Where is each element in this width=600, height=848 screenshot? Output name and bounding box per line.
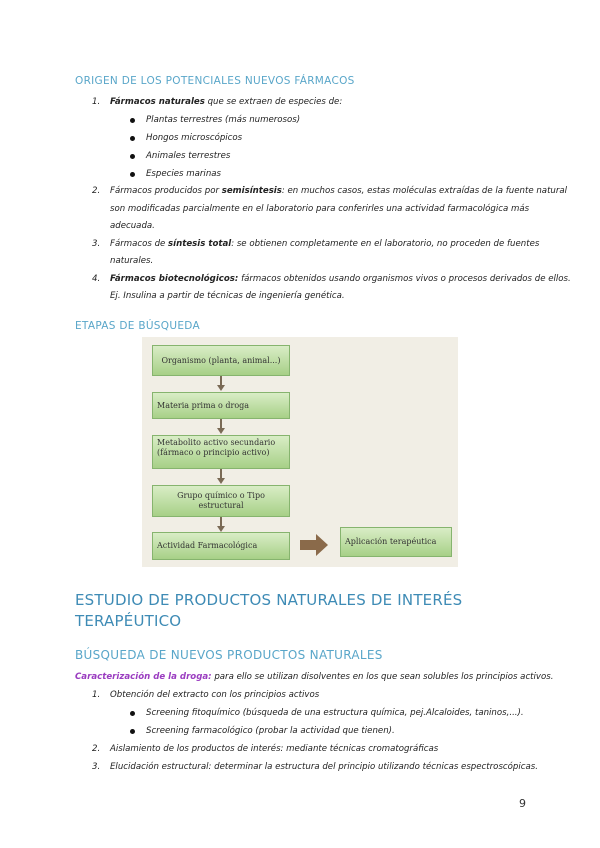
section-subheading-busqueda: BÚSQUEDA DE NUEVOS PRODUCTOS NATURALES [75,648,383,662]
arrow-down-icon [217,385,225,391]
list-number: 1. [92,690,101,700]
stage-box-organismo: Organismo (planta, animal...) [152,345,290,376]
arrow-down-icon [217,478,225,484]
list-item-text: que se extraen de especies de: [204,97,343,107]
bullet-icon [130,118,135,123]
list-item-farmacos-naturales [110,97,342,107]
section-heading-origen: ORIGEN DE LOS POTENCIALES NUEVOS FÁRMACOS [75,75,355,87]
section-heading-etapas: ETAPAS DE BÚSQUEDA [75,320,200,332]
bullet-item: Especies marinas [146,169,222,179]
highlight-term: Caracterización de la droga: [75,672,212,682]
bullet-item: Animales terrestres [146,151,231,161]
title-line: TERAPÉUTICO [75,612,182,630]
list-number: 2. [92,744,101,754]
list-item-semisintesis [110,186,567,196]
list-item-continuation: adecuada. [110,221,155,231]
list-item-continuation: naturales. [110,256,154,266]
list-item-elucidacion: Elucidación estructural: determinar la estructura del principio utilizando técnicas espectroscópicas. [110,762,538,772]
list-item-sintesis-total [110,239,539,249]
intro-paragraph [75,672,553,682]
search-stages-diagram [142,337,458,567]
list-item-text: Fármacos producidos por [110,186,222,196]
section-title-estudio [75,590,545,632]
stage-box-actividad: Actividad Farmacológica [152,532,290,560]
stage-box-materia-prima: Materia prima o droga [152,392,290,419]
list-item-continuation: Ej. Insulina a partir de técnicas de ingeniería genética. [110,291,345,301]
bold-term: Fármacos naturales [110,97,205,107]
bullet-item: Screening fitoquímico (búsqueda de una estructura química, pej.Alcaloides, taninos,...). [146,708,524,718]
stage-box-text: (fármaco o principio activo) [157,448,270,457]
stage-box-aplicacion: Aplicación terapéutica [340,527,452,557]
list-number: 4. [92,274,101,284]
stage-box-text: Grupo químico o Tipo [177,491,265,500]
bold-term: Fármacos biotecnológicos: [110,274,239,284]
arrow-down-icon [217,428,225,434]
bold-term: síntesis total [168,239,232,249]
list-item-obtencion: Obtención del extracto con los principios activos [110,690,320,700]
stage-box-text: Metabolito activo secundario [157,438,276,447]
bullet-item: Hongos microscópicos [146,133,243,143]
list-item-biotecnologicos [110,274,571,284]
intro-text: para ello se utilizan disolventes en los que sean solubles los principios activos. [211,672,554,682]
list-number: 1. [92,97,101,107]
list-item-aislamiento: Aislamiento de los productos de interés: mediante técnicas cromatográficas [110,744,439,754]
list-number: 2. [92,186,101,196]
stage-box-grupo-quimico [152,485,290,517]
bullet-icon [130,136,135,141]
list-item-text: : se obtienen completamente en el laboratorio, no proceden de fuentes [231,239,540,249]
list-item-continuation: son modificadas parcialmente en el laboratorio para conferirles una actividad farmacológica más [110,204,530,214]
list-number: 3. [92,239,101,249]
bullet-item: Screening farmacológico (probar la actividad que tienen). [146,726,395,736]
list-item-text: fármacos obtenidos usando organismos vivos o procesos derivados de ellos. [238,274,571,284]
title-line: ESTUDIO DE PRODUCTOS NATURALES DE INTERÉS [75,591,463,609]
arrow-right-icon [300,534,328,556]
page-number: 9 [519,797,526,810]
bullet-icon [130,172,135,177]
bullet-item: Plantas terrestres (más numerosos) [146,115,301,125]
bullet-icon [130,154,135,159]
stage-box-text: estructural [198,501,244,510]
list-number: 3. [92,762,101,772]
list-item-text: : en muchos casos, estas moléculas extraídas de la fuente natural [281,186,568,196]
list-item-text: Fármacos de [110,239,169,249]
bullet-icon [130,729,135,734]
bold-term: semisíntesis [221,186,282,196]
stage-box-metabolito [152,435,290,469]
bullet-icon [130,711,135,716]
